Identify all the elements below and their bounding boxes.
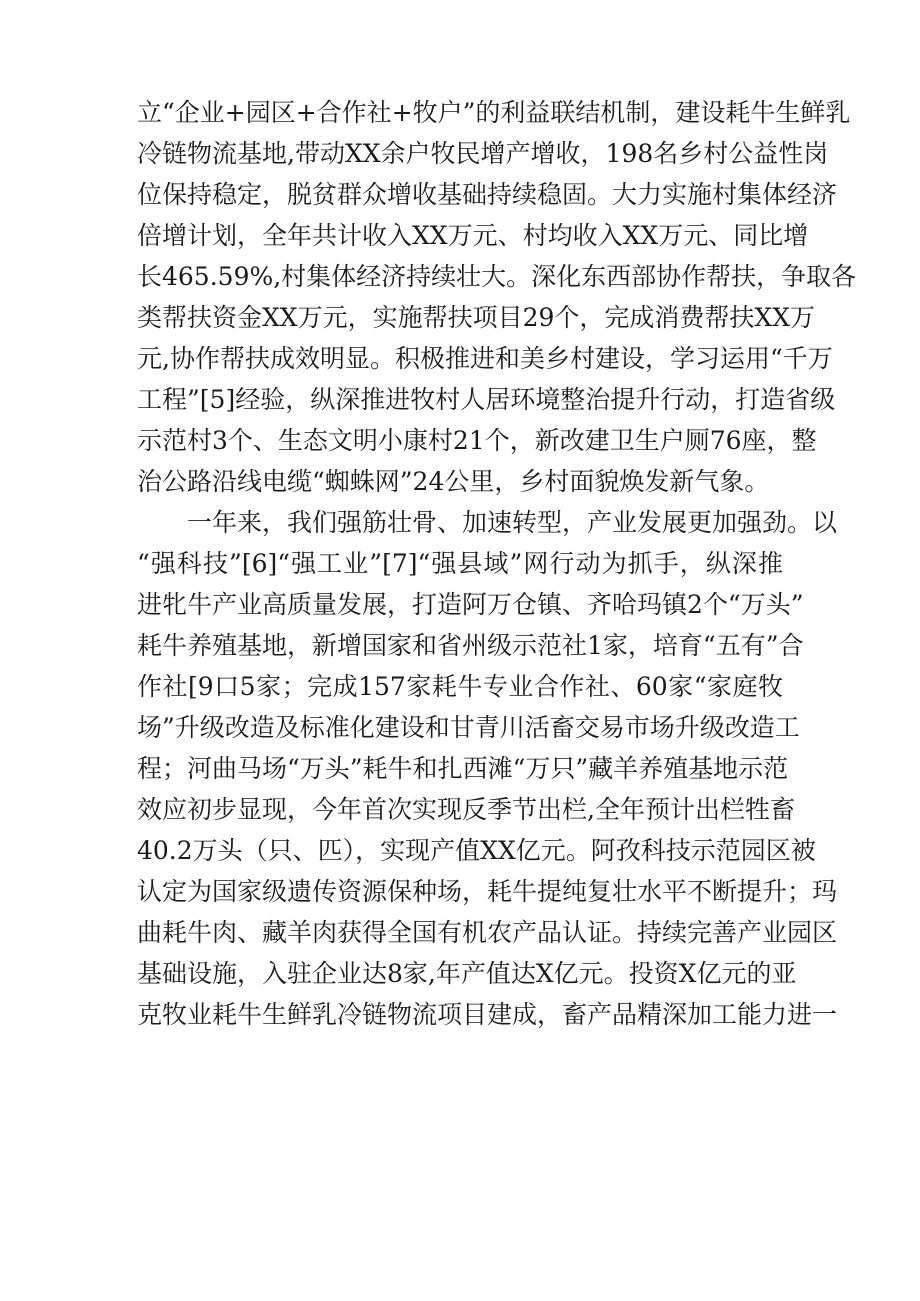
document-body (137, 92, 857, 1035)
text-line: 倍增计划，全年共计收入XX万元、村均收入XX万元、同比增 (137, 221, 809, 250)
text-line: 工程”[5]经验，纵深推进牧村人居环境整治提升行动，打造省级 (137, 385, 836, 414)
text-line: 克牧业耗牛生鲜乳冷链物流项目建成，畜产品精深加工能力进一 (137, 1000, 838, 1029)
text-line: 认定为国家级遗传资源保种场，耗牛提纯复壮水平不断提升；玛 (137, 877, 838, 906)
text-line: 基础设施，入驻企业达8家,年产值达X亿元。投资X亿元的亚 (137, 959, 797, 988)
text-line: “强科技”[6]“强工业”[7]“强县域”网行动为抓手，纵深推 (137, 549, 783, 578)
text-line: 冷链物流基地,带动XX余户牧民增产增收，198名乡村公益性岗 (137, 139, 829, 168)
paragraph-1 (137, 92, 857, 502)
text-line: 耗牛养殖基地，新增国家和省州级示范社1家，培育“五有”合 (137, 631, 804, 660)
text-line: 曲耗牛肉、藏羊肉获得全国有机农产品认证。持续完善产业园区 (137, 918, 838, 947)
text-line: 作社[9口5家；完成157家耗牛专业合作社、60家“家庭牧 (137, 672, 783, 701)
paragraph-2 (137, 502, 838, 1035)
text-line: 场”升级改造及标准化建设和甘青川活畜交易市场升级改造工 (137, 713, 800, 742)
text-line: 位保持稳定，脱贫群众增收基础持续稳固。大力实施村集体经济 (137, 180, 838, 209)
text-line: 类帮扶资金XX万元，实施帮扶项目29个，完成消费帮扶XX万 (137, 303, 816, 332)
text-line: 程；河曲马场“万头”耗牛和扎西滩“万只”藏羊养殖基地示范 (137, 754, 789, 783)
text-line: 进牝牛产业高质量发展，打造阿万仓镇、齐哈玛镇2个“万头” (137, 590, 804, 619)
text-line: 40.2万头（只、匹），实现产值XX亿元。阿孜科技示范园区被 (137, 836, 816, 865)
text-line: 一年来，我们强筋壮骨、加速转型，产业发展更加强劲。以 (187, 508, 838, 537)
text-line: 立“企业+园区+合作社+牧户”的利益联结机制，建设耗牛生鲜乳 (137, 98, 851, 127)
text-line: 元,协作帮扶成效明显。积极推进和美乡村建设，学习运用“千万 (137, 344, 833, 373)
text-line: 示范村3个、生态文明小康村21个，新改建卫生户厕76座，整 (137, 426, 817, 455)
text-line: 长465.59%,村集体经济持续壮大。深化东西部协作帮扶，争取各 (137, 262, 857, 291)
text-line: 效应初步显现，今年首次实现反季节出栏,全年预计出栏牲畜 (137, 795, 795, 824)
text-line: 治公路沿线电缆“蜘蛛网”24公里，乡村面貌焕发新气象。 (137, 467, 770, 496)
